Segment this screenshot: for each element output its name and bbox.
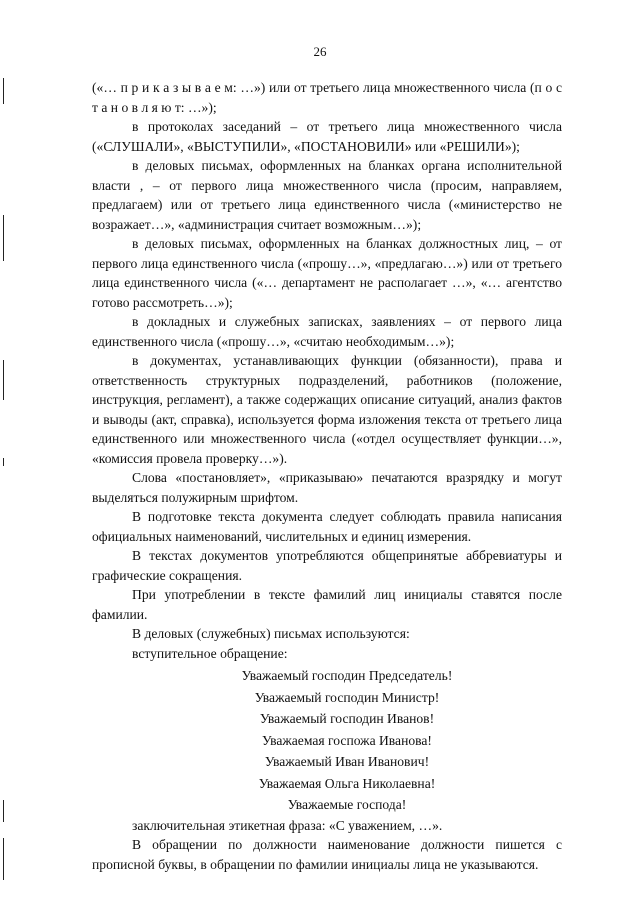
document-body [92, 78, 562, 874]
paragraph: В обращении по должности наименование должности пишется с прописной буквы, в обращении по фамилии инициалы лица не указываются. [92, 837, 562, 872]
paragraph: В текстах документов употребляются общепринятые аббревиатуры и графические сокращения. [92, 548, 562, 583]
greeting-line: Уважаемая госпожа Иванова! [262, 732, 432, 748]
margin-mark [3, 838, 4, 880]
margin-mark [3, 360, 4, 400]
greeting-line: Уважаемые господа! [287, 797, 407, 812]
margin-mark [3, 458, 4, 466]
paragraph: в протоколах заседаний – от третьего лица множественного числа («СЛУШАЛИ», «ВЫСТУПИЛИ», «ПОСТАНОВИЛИ» или «РЕШИЛИ»); [92, 119, 562, 154]
paragraph: Слова «постановляет», «приказываю» печатаются вразрядку и могут выделяться полужирным шрифтом. [92, 470, 562, 505]
greetings-list [92, 665, 562, 816]
margin-mark [3, 215, 4, 261]
greeting-line: Уважаемый Иван Иванович! [264, 754, 430, 769]
paragraph: В деловых (служебных) письмах используются: [132, 626, 410, 641]
paragraph: («… п р и к а з ы в а е м: …») или от третьего лица множественного числа (п о с т а н о в л я ю т: …»); [92, 80, 562, 115]
greeting-line: Уважаемый господин Председатель! [241, 668, 453, 683]
greeting-line: Уважаемая Ольга Николаевна! [258, 775, 436, 791]
margin-mark [3, 800, 4, 822]
page-number: 26 [313, 44, 327, 59]
greeting-line: Уважаемый господин Министр! [254, 689, 440, 705]
paragraph: При употреблении в тексте фамилий лиц инициалы ставятся после фамилии. [92, 587, 562, 622]
paragraph: в документах, устанавливающих функции (обязанности), права и ответственность структурных подразделений, работников (положение, инструкция, регламент), а также содержащих описание ситуаций, анализ фактов и выводы (акт, справка), используется форма изложения текста от третьего лица единственного или множественного числа («отдел осуществляет функции…», «комиссия провела проверку…»). [92, 353, 562, 466]
margin-mark [3, 78, 4, 104]
paragraph: в деловых письмах, оформленных на бланках органа исполнительной власти , – от первого лица множественного числа (просим, направляем, предлагаем) или от третьего лица единственного числа («министерство не возражает…», «администрация считает возможным…»); [92, 158, 562, 232]
greeting-line: Уважаемый господин Иванов! [259, 711, 435, 726]
paragraph: заключительная этикетная фраза: «С уважением, …». [132, 817, 443, 833]
paragraph: вступительное обращение: [132, 645, 288, 661]
paragraph: в деловых письмах, оформленных на бланках должностных лиц, – от первого лица единственного числа («прошу…», «предлагаю…») или от третьего лица единственного числа («… департамент не располагает …», «… агентство готово рассмотреть…»); [92, 236, 562, 310]
paragraph: В подготовке текста документа следует соблюдать правила написания официальных наименований, числительных и единиц измерения. [92, 509, 562, 544]
paragraph: в докладных и служебных записках, заявлениях – от первого лица единственного числа («прошу…», «считаю необходимым…»); [92, 314, 562, 349]
